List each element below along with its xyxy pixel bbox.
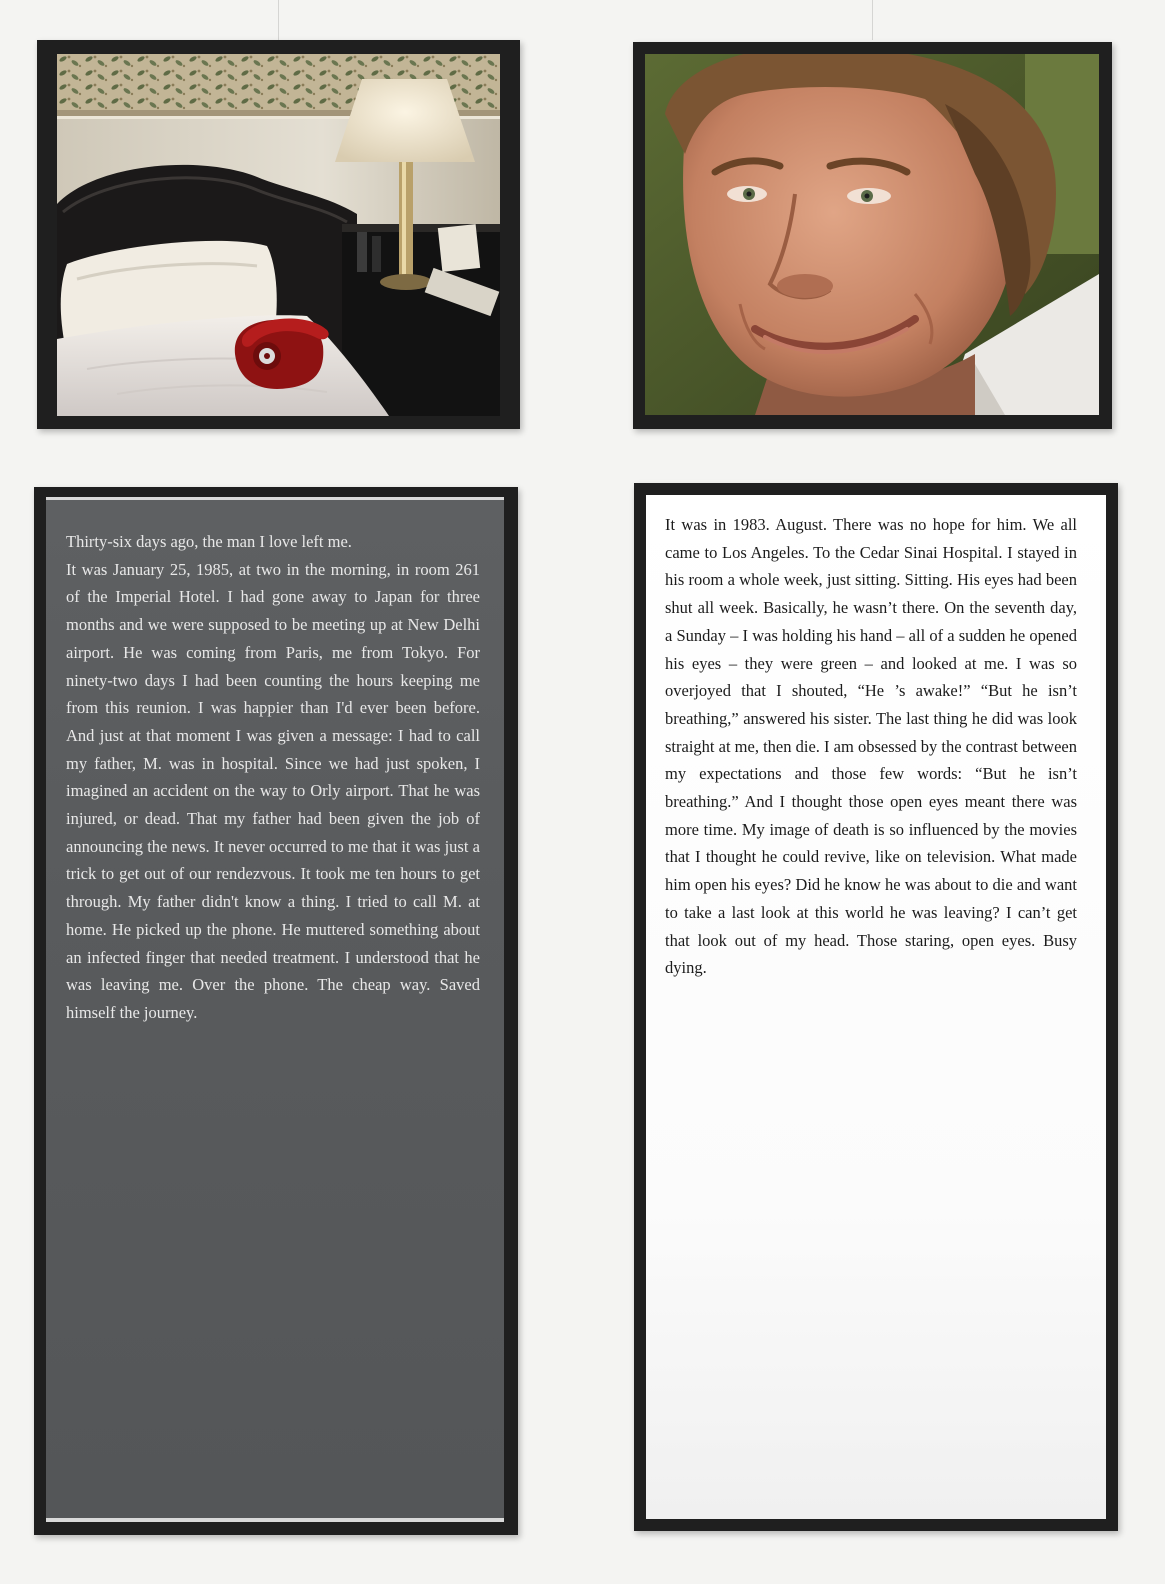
narrative-body-left: It was January 25, 1985, at two in the morning, in room 261 of the Imperial Hotel. I had gone away to Japan for three months and we were supposed to be meeting up at New Delhi airport. He was coming from Paris, me from Tokyo. For ninety-two days I had been counting the hours keeping me from this reunion. I was happier than I'd ever been before. And just at that moment I was given a message: I had to call my father, M. was in hospital. Since we had just spoken, I imagined an accident on the way to Orly airport. That he was injured, or dead. That my father had been given the job of announcing the news. It never occurred to me that it was just a trick to get out of our rendezvous. It took me ten hours to get through. My father didn't know a thing. I tried to call M. at home. He picked up the phone. He muttered something about an infected finger that needed treatment. I understood that he was leaving me. Over the phone. The cheap way. Saved himself the journey. bbox=[66, 559, 480, 1022]
frame-text-panel-right bbox=[634, 483, 1118, 1531]
frame-text-panel-left bbox=[34, 487, 518, 1535]
frame-portrait-photo bbox=[633, 42, 1112, 429]
frame-hotel-photo bbox=[37, 40, 520, 429]
narrative-text-left bbox=[66, 528, 480, 1027]
hotel-room-image bbox=[57, 54, 500, 416]
portrait-photo bbox=[645, 54, 1099, 415]
opening-line: Thirty-six days ago, the man I love left me. bbox=[66, 532, 352, 551]
hanging-wire bbox=[872, 0, 873, 40]
narrative-body-right: It was in 1983. August. There was no hope for him. We all came to Los Angeles. To the Cedar Sinai Hospital. I stayed in his room a whole week, just sitting. Sitting. His eyes had been shut all week. Basically, he wasn’t there. On the seventh day, a Sunday – I was holding his hand – all of a sudden he opened his eyes – they were green – and looked at me. I was so overjoyed that I shouted, “He ’s awake!” “But he isn’t breathing,” answered his sister. The last thing he did was look straight at me, then die. I am obsessed by the contrast between my expectations and those few words: “But he isn’t breathing.” And I thought those open eyes meant there was more time. My image of death is so influenced by the movies that I thought he could revive, like on television. What made him open his eyes? Did he know he was about to die and want to take a last look at this world he was leaving? I can’t get that look out of my head. Those staring, open eyes. Busy dying. bbox=[665, 515, 1077, 978]
text-panel-right bbox=[646, 495, 1106, 1519]
narrative-text-right bbox=[665, 511, 1077, 982]
hotel-room-photo bbox=[57, 54, 500, 416]
hanging-wire bbox=[278, 0, 279, 40]
text-panel-left bbox=[46, 497, 504, 1522]
portrait-image bbox=[645, 54, 1099, 415]
